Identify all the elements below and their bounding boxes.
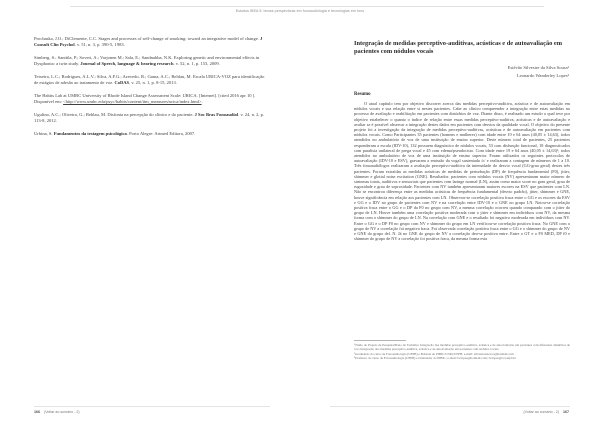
reference-source: Journal of Speech, language & hearing research — [80, 61, 174, 67]
footnote-rule — [354, 340, 406, 341]
footer-rule-left — [34, 406, 270, 407]
reference-text: Teixeira, L.C.; Rodrigues, A.L.V.; Silva, A.F.G.; Azevedo, R.; Gama, A.C.; Behlau, M. Escala URICA-VOZ para identificação de estágios de adesão ao tratamento de voz. — [34, 74, 265, 86]
abstract-body: O atual capítulo tem por objetivo discorrer acerca das medidas perceptivo-auditiva, acústica e de autoavaliação em nódulos vocais e sua relação entre si nestes pacientes. Cabe ao clínico compreender a integração entre estas medidas no processo de avaliação e reabilitação em pacientes com distúrbios de voz. Diante disso, é realizado um estudo o qual teve por objetivo estabelecer o quanto o índice de relação entre essas medidas perceptivo-auditiva, acústicas e de autoavaliação e avaliar se é possível observar a integração destes dados em pacientes com desvios da qualidade vocal. O objetivo do presente projeto foi a investigação da integração de medidas perceptivo-auditivas, acústicas e de autoavaliação em pacientes com nódulos vocais. Como Participantes 35 pacientes (homens e mulheres) com idade entre 19 e 64 anos (40,05 ± 14,63), todos atendidos no ambulatório de voz de uma instituição de ensino superior. Deste número total de pacientes, 25 pacientes responderam a escala (IDV-10), 132 possuem diagnóstico de nódulos vocais, 53 com disfunção funcional, 18 diagnosticados com paralisia unilateral de prega vocal e 45 com edema/pseudocisto. Com idade entre 19 e 64 anos (40,05 ± 14,63)³, todos atendidos no ambulatório de voz de uma instituição de ensino superior. Foram utilizados os seguintes protocolos de autoavaliação (IDV-10 e ESV), gravaram a emissão da vogal sustentada /ɛ/ e realizaram a contagem de números de 1 a 10. Três fonoaudiólogos realizaram a avaliação perceptivo-auditiva da intensidade do desvio vocal (GG-grau geral) destes três pacientes. Foram extraídas as medidas acústicas de medidas de perturbação (DP) de frequência fundamental (F0), jitter, shimmer e glottal noise excitation (GNE). Resultados: pacientes com nódulos vocais (NV) apresentaram maior número de sintomas totais, auditivos e sensoriais que pacientes com laringe normal (LN), assim como maior score no grau geral, grau de rugosidade e grau de soprosidade. Pacientes com NV também apresentaram maiores escores na ESV que pacientes com LN. Não se encontrou diferença entre as medidas acústicas de frequência fundamental (desvio padrão), jitter, shimmer e GNE, houve significância em relação aos pacientes com LN. Observou-se correlação positiva fraca entre o GG e os escores da ESV e GG e o IDV no grupo de pacientes com NV e na correlação entre IDV-10 e o GNE no grupo LN. Notou-se correlação positiva fraca entre o GG e o DP da F0 no grupo com NV, a mesma correlação ocorreu quando comparado com o jitter do grupo de LN. Houve também uma correlação positiva moderada com o jitter e shimmer em indivíduos com NV, da mesma forma com o shimmer do grupo de LN. Na correlação com GNE e o resultado foi negativo moderada em indivíduos com NV. Entre o GG e o DP F0 no grupo com NV e shimmer do grupo em LN verificou-se correlação positiva fraca. No GNE com o grupo de NV a correlação foi negativa fraca. Foi observada correlação positiva fraca entre o GG e o shimmer do grupo de NV e GNE do grupo del. N. Já no GNE do grupo de NV a correlação deu-se positiva entre. Entre o GT e o F0 MED, DP f0 e shimmer do grupo de NV a correlação foi positiva fraca, da mesma forma esta — [354, 101, 570, 242]
reference-item — [34, 131, 265, 137]
reference-item — [34, 36, 265, 48]
reference-text: The Habits Lab at UMBC University of Rhode Island Change Assessment Scale: URICA. [Internet]. [cited 2016 apr 10 ]. Disponível em: — [34, 93, 256, 105]
chapter-title: Integração de medidas perceptivo-auditivas, acústicas e de autoavaliação em pacientes com nódulos vocais — [354, 40, 563, 56]
author-list — [508, 64, 569, 79]
reference-details: . v. 24, n. 2, p. 113-8, 2012. — [34, 112, 265, 124]
page-number-left: 166 — [34, 410, 40, 414]
footnote: ²Graduando do curso de Fonoaudiologia (UFPB) e Bolsista do PIBIC/CNPq/UFPB; e-mail: silvestreestevao@hotmail.com — [354, 351, 514, 356]
reference-source: J Consult Clin Psychol — [34, 36, 263, 47]
reference-details: . — [201, 99, 203, 105]
footnote: ³Professor do curso de Fonoaudiologia (UFPB) e Orientador do PIBIC; e-mail: lwlopes@hotmail.com; lwlopes@ccs.ufpb.br — [354, 356, 517, 361]
reference-details: . v. 52, n. 1, p. 153, 2009. — [173, 61, 220, 67]
reference-details: . v. 51, n. 3, p. 390-5, 1983. — [74, 41, 125, 47]
abstract-heading: Resumo — [354, 92, 371, 97]
reference-source: J Soc Bras Fonoaudiol — [194, 112, 239, 118]
reference-item — [34, 55, 265, 67]
back-to-summary-link-right[interactable]: (Voltar ao sumário - 2) — [523, 410, 559, 414]
reference-item — [34, 74, 265, 86]
reference-text: Urbina, S. — [34, 131, 54, 137]
footnote: ¹Título do Projeto de Pesquisa/Plano de Trabalho: Integração das medidas perceptivo-auditiva, acústica e de autoavaliação em pacientes com diferentes distúrbios de voz; Integração dos medidas perceptivo-auditiva, acústica e de autoavaliação em pacientes com nódulos vocais. — [354, 343, 570, 352]
reference-link[interactable]: <http://www.umbc.edu/psyc/habits/content/ttm_measures/urica/index.html> — [63, 99, 202, 105]
footer-right — [523, 410, 569, 416]
footer-left — [34, 410, 80, 416]
reference-item — [34, 93, 265, 105]
right-page — [300, 0, 600, 424]
back-to-summary-link-left[interactable]: (Voltar ao sumário - 2) — [44, 410, 80, 414]
reference-text: Ugulino, A.C.; Oliveira, G.; Behlau, M. Disfonia na percepção do clínico e do paciente. — [34, 112, 195, 118]
page-number-right: 167 — [563, 410, 569, 414]
footnotes — [354, 343, 570, 361]
footer-rule-right — [330, 406, 570, 407]
reference-item — [34, 112, 265, 124]
reference-text: Simberg, S.; Santtila, P.; Soveri, A.; Varjonen M.; Sala, E.; Sandnabba, N.K. Exploring genetic and environmental effects in Dysphonia: a twin study. — [34, 55, 260, 67]
reference-details: , v. 25, n. 1, p. 8-15, 2013. — [129, 80, 177, 86]
reference-text: Prochaska, J.O.; DiClemente, C.C. Stages and processes of self-change of smoking: toward an integrative model of change. — [34, 36, 261, 41]
author-name: Estêvão Silvestre da Silva Sousa¹ — [507, 65, 569, 70]
reference-source: CoDAS — [114, 80, 130, 86]
reference-details: . Porto Alegre: Artmed Editora, 2007. — [126, 131, 196, 137]
running-header: Estudos IBEA 5: temas perspectivas em fonoaudiologia e tecnologias em fono — [235, 9, 365, 13]
reference-source: Fundamentos da testagem psicológica — [53, 131, 127, 137]
reference-list — [34, 36, 265, 145]
author-name: Leonardo Wanderley Lopes² — [516, 72, 569, 78]
